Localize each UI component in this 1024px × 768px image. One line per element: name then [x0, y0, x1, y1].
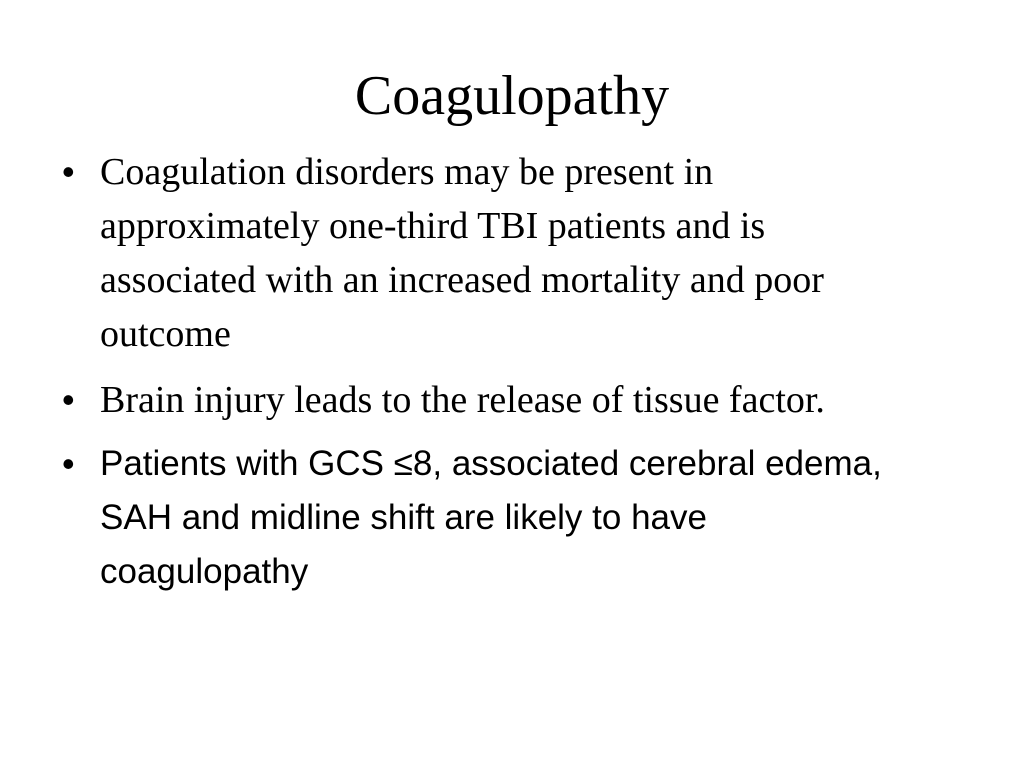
bullet-icon: • — [62, 443, 75, 484]
bullet-text: Patients with GCS ≤8, associated cerebral edema, SAH and midline shift are likely to have coagulopathy — [100, 444, 882, 591]
bullet-item — [62, 145, 922, 361]
bullet-icon: • — [62, 379, 75, 420]
bullet-item — [62, 373, 922, 427]
bullet-list — [62, 145, 922, 609]
bullet-item — [62, 437, 922, 599]
slide-title: Coagulopathy — [354, 65, 670, 127]
bullet-text: Coagulation disorders may be present in approximately one-third TBI patients and is associated with an increased mortality and poor outcome — [100, 151, 824, 355]
bullet-icon: • — [62, 151, 75, 192]
bullet-text: Brain injury leads to the release of tissue factor. — [100, 379, 825, 421]
